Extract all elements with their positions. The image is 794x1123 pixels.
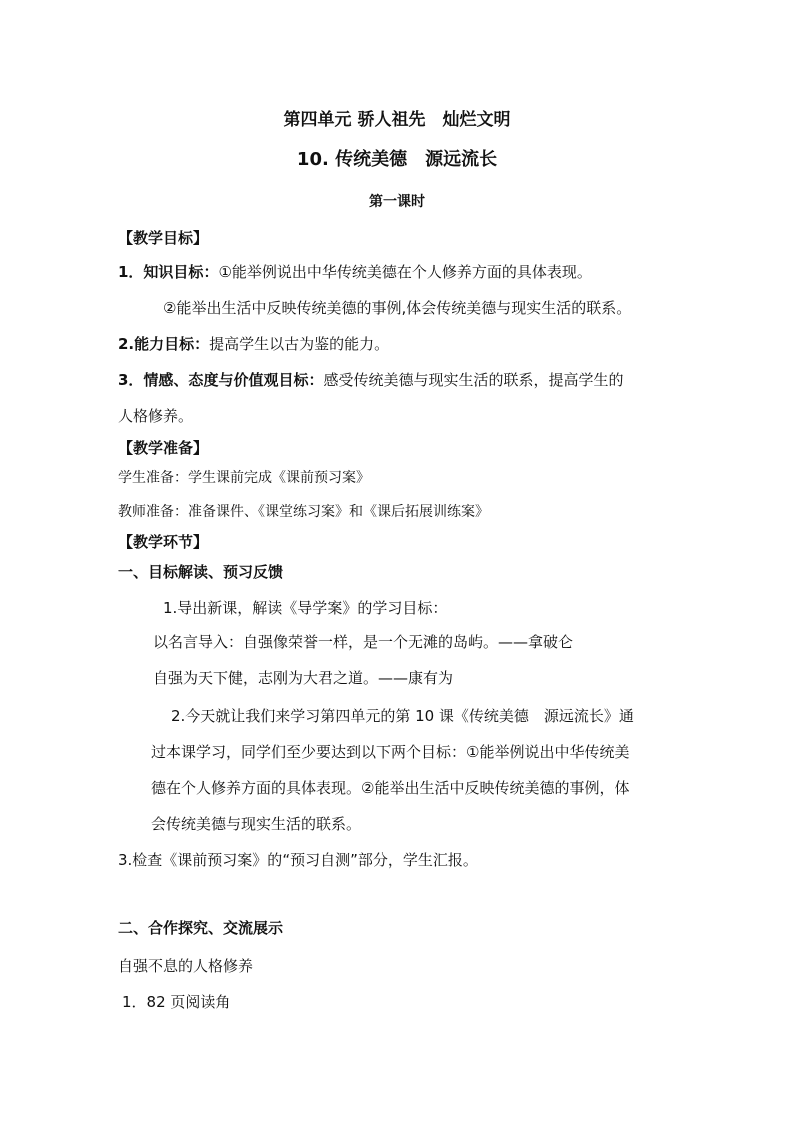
emotion-goal-text: 感受传统美德与现实生活的联系，提高学生的 (323, 371, 624, 389)
steps-heading: 【教学环节】 (118, 533, 209, 551)
period-label: 第一课时 (369, 194, 425, 210)
unit-title: 第四单元 骄人祖先 灿烂文明 (283, 110, 511, 130)
section-2-item-1: 1．82 页阅读角 (122, 993, 231, 1011)
knowledge-goal-label: 1．知识目标： (118, 263, 219, 281)
section-1-heading: 一、目标解读、预习反馈 (118, 563, 284, 581)
topic-self-improvement: 自强不息的人格修养 (118, 957, 254, 975)
section-1-item-2-line-1: 2.今天就让我们来学习第四单元的第 10 课《传统美德 源远流长》通 (171, 707, 634, 725)
ability-goal-label: 2.能力目标： (118, 335, 210, 353)
knowledge-goal-text-2: ②能举出生活中反映传统美德的事例,体会传统美德与现实生活的联系。 (163, 299, 632, 317)
quote-napoleon: 以名言导入：自强像荣誉一样，是一个无滩的岛屿。——拿破仑 (153, 633, 574, 651)
section-1-item-2-line-4: 会传统美德与现实生活的联系。 (151, 815, 362, 833)
emotion-goal (118, 370, 623, 390)
ability-goal-text: 提高学生以古为鉴的能力。 (209, 335, 390, 353)
section-2-heading: 二、合作探究、交流展示 (118, 919, 284, 937)
section-1-item-3: 3.检查《课前预习案》的“预习自测”部分，学生汇报。 (118, 851, 478, 869)
section-1-item-2-line-3: 德在个人修养方面的具体表现。②能举出生活中反映传统美德的事例，体 (151, 779, 630, 797)
section-1-item-1: 1.导出新课，解读《导学案》的学习目标： (163, 599, 448, 617)
section-1-item-2-line-2: 过本课学习，同学们至少要达到以下两个目标：①能举例说出中华传统美 (151, 743, 630, 761)
student-prep: 学生准备：学生课前完成《课前预习案》 (118, 470, 370, 486)
emotion-goal-text-2: 人格修养。 (118, 407, 194, 425)
ability-goal (118, 334, 389, 354)
quote-kang-youwei: 自强为天下健，志刚为大君之道。——康有为 (153, 669, 454, 687)
knowledge-goal-text: ①能举例说出中华传统美德在个人修养方面的具体表现。 (218, 263, 592, 281)
teacher-prep: 教师准备：准备课件、《课堂练习案》和《课后拓展训练案》 (118, 504, 489, 520)
goals-heading: 【教学目标】 (118, 229, 209, 247)
lesson-title: 10. 传统美德 源远流长 (296, 149, 498, 170)
knowledge-goal (118, 262, 592, 282)
prep-heading: 【教学准备】 (118, 439, 209, 457)
emotion-goal-label: 3．情感、态度与价值观目标： (118, 371, 324, 389)
